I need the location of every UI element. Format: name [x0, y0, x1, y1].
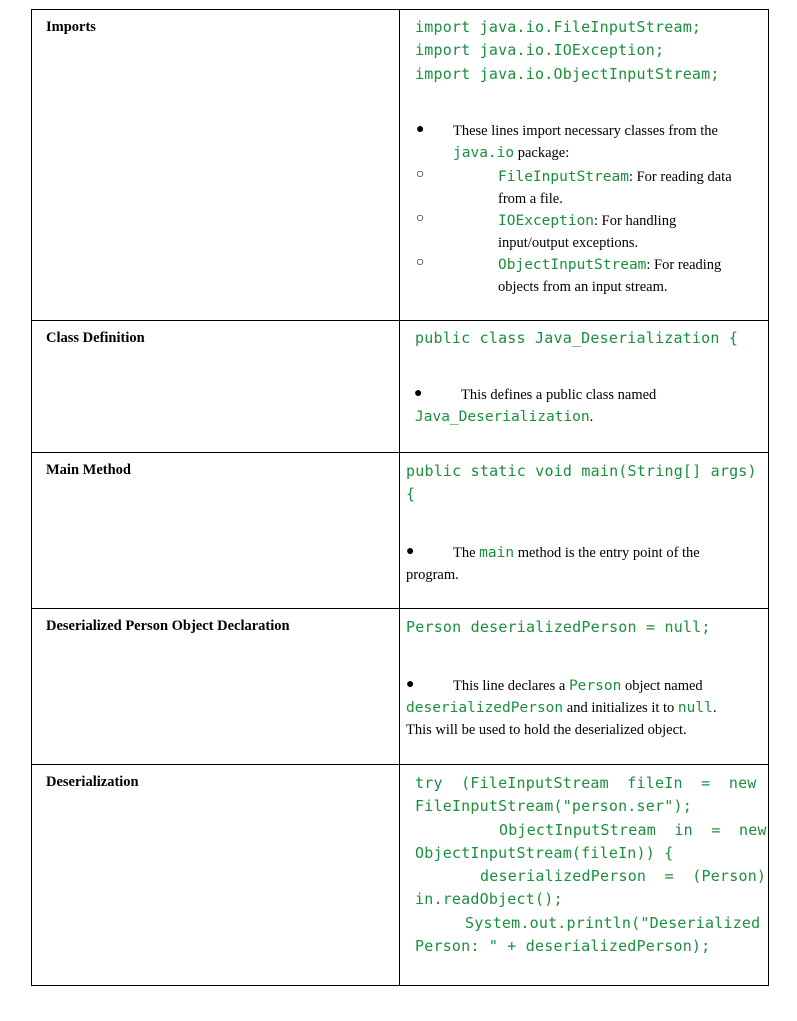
code-line: Person: " + deserializedPerson); — [415, 937, 711, 956]
list-item-text: : For reading — [646, 257, 722, 273]
bullet-icon: ● — [414, 386, 423, 401]
code-line: FileInputStream("person.ser"); — [415, 797, 692, 816]
inline-code: FileInputStream — [498, 169, 629, 185]
code-line: try (FileInputStream fileIn = new — [415, 774, 757, 792]
row-label: Class Definition — [46, 330, 145, 346]
bullet-text: program. — [406, 567, 459, 583]
list-item — [406, 210, 761, 254]
row-label: Deserialized Person Object Declaration — [46, 618, 290, 634]
declaration-explanation — [406, 675, 764, 741]
bullet-text-part: and initializes it to — [566, 700, 675, 716]
inline-code: IOException — [498, 213, 595, 229]
list-item-text: : For reading data — [628, 169, 732, 185]
inline-code: java.io — [453, 145, 515, 161]
bullet-icon: ● — [416, 122, 425, 137]
bullet-text: This will be used to hold the deserialized object. — [406, 722, 687, 738]
code-line: ObjectInputStream in = new — [499, 820, 767, 839]
list-item-text: : For handling — [594, 213, 677, 229]
bullet-text-part: This line declares a — [453, 678, 566, 694]
bullet-text-part: package: — [517, 145, 570, 161]
code-line: System.out.println("Deserialized — [465, 913, 761, 932]
sub-bullet-list — [406, 166, 761, 298]
deserialization-code-block — [415, 772, 767, 958]
bullet-icon: ● — [406, 677, 415, 692]
row-label: Imports — [46, 19, 96, 35]
imports-code-block — [415, 16, 720, 86]
bullet-text-part: . — [712, 700, 717, 716]
bullet-text-part: method is the entry point of the — [517, 545, 700, 561]
bullet-text: This defines a public class named — [461, 387, 657, 403]
code-line: Person deserializedPerson = null; — [406, 618, 711, 636]
main-code-block — [406, 460, 757, 507]
inline-code: Java_Deserialization — [415, 409, 590, 425]
list-item-text: objects from an input stream. — [498, 279, 668, 295]
inline-code: null — [677, 700, 713, 716]
list-item-text: input/output exceptions. — [498, 235, 639, 251]
bullet-text-part: object named — [624, 678, 703, 694]
list-item-text: from a file. — [498, 191, 563, 207]
bullet-text-part: The — [453, 545, 476, 561]
list-item — [406, 166, 761, 210]
sub-bullet-icon: ○ — [416, 255, 425, 270]
code-line: in.readObject(); — [415, 890, 563, 909]
row-label: Main Method — [46, 462, 131, 478]
bullet-text-part: These lines import necessary classes from the — [453, 123, 718, 139]
code-line: import java.io.IOException; — [415, 41, 665, 60]
inline-code: deserializedPerson — [406, 700, 564, 716]
code-line: public static void main(String[] args) — [406, 462, 757, 480]
code-line: ObjectInputStream(fileIn)) { — [415, 843, 674, 862]
sub-bullet-icon: ○ — [416, 167, 425, 182]
declaration-code-block — [406, 616, 711, 639]
code-line: public class Java_Deserialization { — [415, 329, 739, 347]
inline-code: ObjectInputStream — [498, 257, 647, 273]
code-line: import java.io.ObjectInputStream; — [415, 64, 720, 83]
bullet-text-part: . — [589, 409, 594, 425]
bullet-text — [453, 120, 761, 164]
inline-code: main — [479, 545, 515, 561]
sub-bullet-icon: ○ — [416, 211, 425, 226]
main-explanation — [406, 542, 761, 586]
list-item — [406, 254, 761, 298]
row-label: Deserialization — [46, 774, 139, 790]
code-line: import java.io.FileInputStream; — [415, 18, 702, 36]
bullet-icon: ● — [406, 544, 415, 559]
class-code-block — [415, 327, 738, 350]
imports-explanation — [406, 120, 761, 298]
class-explanation — [406, 384, 761, 428]
inline-code: Person — [568, 678, 622, 694]
code-line: deserializedPerson = (Person) — [480, 867, 767, 886]
code-line: { — [406, 485, 416, 504]
